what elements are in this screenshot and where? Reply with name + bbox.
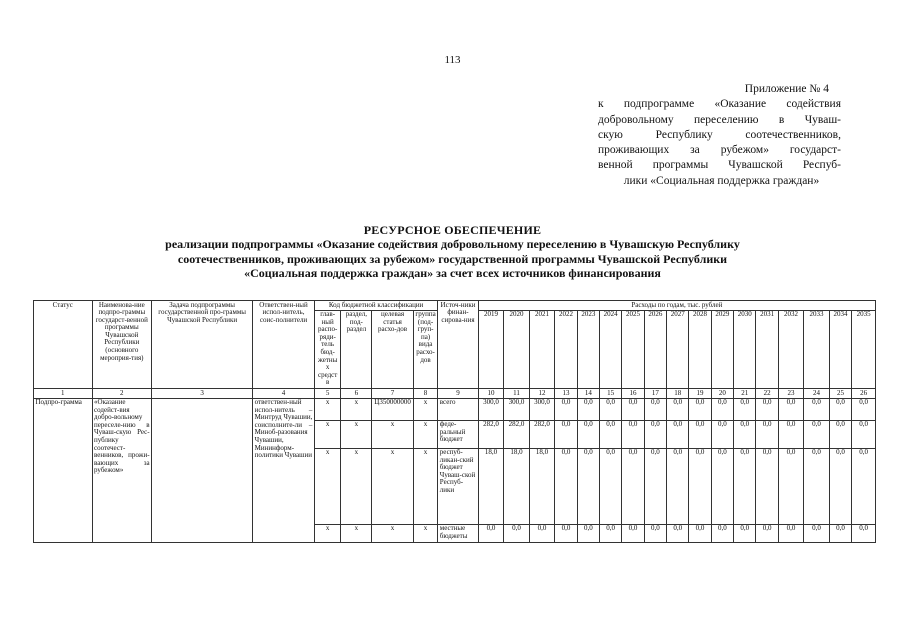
header-year: 2027 [667, 310, 689, 388]
cell-expense-value: 0,0 [667, 524, 689, 542]
cell-expense-value: 0,0 [577, 448, 599, 524]
column-number: 6 [341, 388, 372, 398]
cell-expense-value: 0,0 [756, 524, 778, 542]
cell-expense-value: 0,0 [829, 448, 851, 524]
column-number: 23 [778, 388, 804, 398]
page-number: 113 [444, 54, 461, 66]
cell-expense-value: 0,0 [577, 398, 599, 420]
cell-expense-value: 0,0 [804, 420, 830, 448]
cell-expense-value: 0,0 [555, 524, 577, 542]
cell-expense-value: 0,0 [622, 398, 644, 420]
cell-expense-group: х [413, 398, 438, 420]
header-year: 2030 [734, 310, 756, 388]
cell-funding-source: всего [438, 398, 478, 420]
cell-expense-value: 0,0 [622, 524, 644, 542]
cell-expense-value: 0,0 [667, 420, 689, 448]
column-number: 9 [438, 388, 478, 398]
cell-section: х [341, 398, 372, 420]
cell-chief-manager: х [314, 398, 341, 420]
header-year: 2033 [804, 310, 830, 388]
cell-expense-value: 0,0 [555, 398, 577, 420]
appendix-line: скую Республику соотечественников, [598, 128, 841, 141]
cell-expense-value: 0,0 [600, 448, 622, 524]
cell-expense-value: 0,0 [644, 398, 666, 420]
cell-expense-value: 0,0 [711, 524, 733, 542]
appendix-line: лики «Социальная поддержка граждан» [623, 174, 820, 187]
cell-expense-value: 0,0 [778, 448, 804, 524]
header-chief-manager: глав-ный распо-ряди-тель бюд-жетных средств [314, 310, 341, 388]
header-section: раздел, под-раздел [341, 310, 372, 388]
column-number: 17 [644, 388, 666, 398]
cell-expense-group: х [413, 420, 438, 448]
subprogram-task [152, 398, 253, 542]
header-year: 2024 [600, 310, 622, 388]
column-number: 3 [152, 388, 253, 398]
appendix-line: проживающих за рубежом» государст- [598, 144, 841, 157]
header-status: Статус [34, 301, 93, 389]
cell-expense-value: 0,0 [756, 448, 778, 524]
responsible-executor: ответствен-ный испол-нитель – Минтруд Чувашии, соисполните-ли – Миноб-разования Чувашии, Мининформ-политики Чувашии [253, 398, 315, 542]
cell-expense-value: 0,0 [689, 420, 711, 448]
cell-chief-manager: х [314, 420, 341, 448]
header-year: 2032 [778, 310, 804, 388]
cell-expense-value: 300,0 [504, 398, 530, 420]
cell-expense-value: 0,0 [852, 398, 876, 420]
cell-section: х [341, 448, 372, 524]
subprogram-name: «Оказание содейст-вия добро-вольному переселе-нию в Чуваш-скую Рес-публику соотечест-венников, прожи-вающих за рубежом» [92, 398, 152, 542]
cell-funding-source: феде-ральный бюджет [438, 420, 478, 448]
cell-expense-value: 0,0 [711, 398, 733, 420]
header-task: Задача подпрограммы государственной про-граммы Чувашской Республики [152, 301, 253, 389]
column-number: 19 [689, 388, 711, 398]
column-number: 13 [555, 388, 577, 398]
header-name: Наименова-ние подпро-граммы государст-венной программы Чувашской Республики (основного мероприя-тия) [92, 301, 152, 389]
column-number: 24 [804, 388, 830, 398]
cell-expense-value: 0,0 [622, 420, 644, 448]
cell-expense-value: 0,0 [577, 420, 599, 448]
cell-expense-value: 0,0 [734, 524, 756, 542]
cell-expense-value: 0,0 [711, 420, 733, 448]
column-number: 20 [711, 388, 733, 398]
cell-expense-value: 0,0 [756, 398, 778, 420]
header-year: 2025 [622, 310, 644, 388]
cell-expense-value: 282,0 [478, 420, 504, 448]
cell-expense-value: 0,0 [555, 448, 577, 524]
header-year: 2021 [529, 310, 555, 388]
cell-expense-value: 0,0 [644, 448, 666, 524]
cell-expense-value: 0,0 [600, 398, 622, 420]
cell-target-article: х [372, 524, 413, 542]
column-number: 2 [92, 388, 152, 398]
cell-expense-value: 0,0 [711, 448, 733, 524]
header-year: 2035 [852, 310, 876, 388]
document-subtitle-line: соотечественников, проживающих за рубежом» государственной программы Чувашской Республики [177, 251, 728, 266]
cell-expense-value: 0,0 [804, 524, 830, 542]
cell-expense-value: 0,0 [600, 420, 622, 448]
header-year: 2022 [555, 310, 577, 388]
cell-expense-value: 0,0 [804, 398, 830, 420]
cell-expense-value: 0,0 [689, 398, 711, 420]
appendix-line: венной программы Чувашской Респуб- [598, 159, 841, 172]
cell-expense-value: 0,0 [734, 420, 756, 448]
cell-expense-value: 18,0 [504, 448, 530, 524]
subprogram-status: Подпро-грамма [34, 398, 93, 542]
cell-target-article: х [372, 420, 413, 448]
appendix-number: Приложение № 4 [744, 83, 829, 95]
cell-expense-value: 0,0 [734, 398, 756, 420]
cell-expense-value: 0,0 [529, 524, 555, 542]
cell-expense-value: 0,0 [852, 448, 876, 524]
appendix-line: к подпрограмме «Оказание содействия [598, 98, 841, 111]
cell-expense-value: 300,0 [478, 398, 504, 420]
appendix-block [598, 82, 841, 189]
cell-expense-group: х [413, 524, 438, 542]
cell-expense-value: 0,0 [667, 448, 689, 524]
cell-target-article: х [372, 448, 413, 524]
resource-table [33, 300, 876, 543]
cell-expense-value: 0,0 [756, 420, 778, 448]
column-number: 15 [600, 388, 622, 398]
cell-expense-value: 0,0 [852, 420, 876, 448]
cell-expense-value: 0,0 [778, 398, 804, 420]
header-year: 2023 [577, 310, 599, 388]
cell-expense-value: 0,0 [478, 524, 504, 542]
cell-target-article: Ц350000000 [372, 398, 413, 420]
cell-funding-source: респуб-ликан-ский бюджет Чуваш-ской Респуб-лики [438, 448, 478, 524]
column-number: 25 [829, 388, 851, 398]
cell-expense-value: 0,0 [600, 524, 622, 542]
cell-expense-value: 0,0 [804, 448, 830, 524]
cell-expense-value: 0,0 [829, 524, 851, 542]
cell-funding-source: местные бюджеты [438, 524, 478, 542]
header-budget-code: Код бюджетной классификации [314, 301, 437, 311]
cell-expense-value: 300,0 [529, 398, 555, 420]
table-row [34, 398, 876, 420]
column-number: 10 [478, 388, 504, 398]
cell-expense-value: 0,0 [778, 420, 804, 448]
cell-expense-value: 282,0 [504, 420, 530, 448]
cell-chief-manager: х [314, 448, 341, 524]
cell-expense-value: 0,0 [734, 448, 756, 524]
header-responsible: Ответствен-ный испол-нитель, соис-полнители [253, 301, 315, 389]
cell-expense-value: 0,0 [644, 524, 666, 542]
column-number: 1 [34, 388, 93, 398]
cell-expense-group: х [413, 448, 438, 524]
cell-expense-value: 0,0 [829, 398, 851, 420]
cell-expense-value: 0,0 [778, 524, 804, 542]
header-year: 2029 [711, 310, 733, 388]
column-number: 22 [756, 388, 778, 398]
cell-chief-manager: х [314, 524, 341, 542]
header-year: 2020 [504, 310, 530, 388]
cell-expense-value: 0,0 [644, 420, 666, 448]
header-year: 2034 [829, 310, 851, 388]
column-number: 16 [622, 388, 644, 398]
header-target-article: целевая статья расхо-дов [372, 310, 413, 388]
header-year: 2028 [689, 310, 711, 388]
cell-expense-value: 282,0 [529, 420, 555, 448]
cell-section: х [341, 524, 372, 542]
column-number: 5 [314, 388, 341, 398]
column-number: 26 [852, 388, 876, 398]
column-number: 11 [504, 388, 530, 398]
header-expenses: Расходы по годам, тыс. рублей [478, 301, 875, 311]
cell-section: х [341, 420, 372, 448]
column-number: 4 [253, 388, 315, 398]
header-year: 2031 [756, 310, 778, 388]
header-source: Источ-ники финан-сирова-ния [438, 301, 478, 389]
cell-expense-value: 0,0 [504, 524, 530, 542]
document-subtitle-line: реализации подпрограммы «Оказание содействия добровольному переселению в Чувашскую Республику [165, 237, 740, 251]
column-number: 21 [734, 388, 756, 398]
document-subtitle-line: «Социальная поддержка граждан» за счет всех источников финансирования [244, 266, 661, 280]
header-year: 2019 [478, 310, 504, 388]
cell-expense-value: 0,0 [829, 420, 851, 448]
document-heading [0, 223, 905, 281]
column-number: 14 [577, 388, 599, 398]
cell-expense-value: 0,0 [852, 524, 876, 542]
cell-expense-value: 18,0 [478, 448, 504, 524]
cell-expense-value: 0,0 [622, 448, 644, 524]
column-number: 8 [413, 388, 438, 398]
cell-expense-value: 0,0 [555, 420, 577, 448]
cell-expense-value: 18,0 [529, 448, 555, 524]
cell-expense-value: 0,0 [667, 398, 689, 420]
column-number: 18 [667, 388, 689, 398]
cell-expense-value: 0,0 [689, 524, 711, 542]
column-number: 12 [529, 388, 555, 398]
header-year: 2026 [644, 310, 666, 388]
document-title: РЕСУРСНОЕ ОБЕСПЕЧЕНИЕ [363, 223, 542, 237]
cell-expense-value: 0,0 [577, 524, 599, 542]
column-number: 7 [372, 388, 413, 398]
header-expense-group: группа (под-груп-па) вида расхо-дов [413, 310, 438, 388]
appendix-line: добровольному переселению в Чуваш- [598, 113, 841, 126]
cell-expense-value: 0,0 [689, 448, 711, 524]
